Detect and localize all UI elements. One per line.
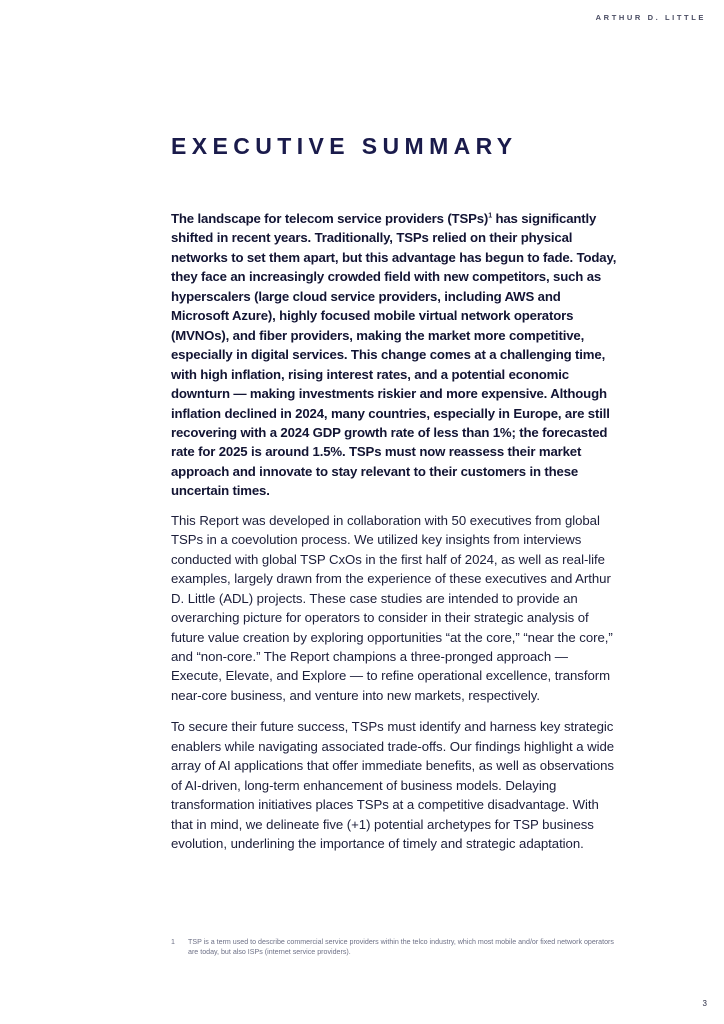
lead-paragraph (171, 209, 619, 501)
page-number: 3 (702, 999, 707, 1008)
paragraph-report-development: This Report was developed in collaboration with 50 executives from global TSPs in a coevolution process. We utilized key insights from interviews conducted with global TSP CxOs in the first half of 2024, as well as real-life examples, largely drawn from the experience of these executives and Arthur D. Little (ADL) projects. These case studies are intended to provide an overarching picture for operators to consider in their strategic analysis of future value creation by exploring opportunities “at the core,” “near the core,” and “non-core.” The Report champions a three-pronged approach — Execute, Elevate, and Explore — to refine operational excellence, transform near-core business, and venture into new markets, respectively. (171, 512, 613, 703)
lead-text-end: has significantly shifted in recent years. Traditionally, TSPs relied on their physical networks to set them apart, but this advantage has begun to fade. Today, they face an increasingly crowded field with new competitors, such as hyperscalers (large cloud service providers, including AWS and Microsoft Azure), highly focused mobile virtual network operators (MVNOs), and fiber providers, making the market more competitive, especially in digital services. This change comes at a challenging time, with high inflation, rising interest rates, and a potential economic downturn — making investments riskier and more expensive. Although inflation declined in 2024, many countries, especially in Europe, are still recovering with a 2024 GDP growth rate of less than 1%; the forecasted rate for 2025 is around 1.5%. TSPs must now reassess their market approach and innovate to stay relevant to their customers in these uncertain times. (171, 211, 617, 499)
running-header-company: ARTHUR D. LITTLE (595, 13, 706, 22)
paragraph-future-success: To secure their future success, TSPs must identify and harness key strategic enablers while navigating associated trade-offs. Our findings highlight a wide array of AI applications that offer immediate benefits, as well as observations of AI-driven, long-term enhancement of business models. Delaying transformation initiatives places TSPs at a competitive disadvantage. With that in mind, we delineate five (+1) potential archetypes for TSP business evolution, underlining the importance of timely and strategic adaptation. (171, 719, 615, 852)
footnote-number: 1 (171, 938, 175, 946)
footnote-reference: 1 (488, 212, 492, 220)
lead-text-start: The landscape for telecom service providers (TSPs) (171, 211, 489, 226)
footnote-text: TSP is a term used to describe commercial service providers within the telco industry, which most mobile and/or fixed network operators are today, but also ISPs (internet service providers). (188, 938, 614, 956)
section-title: EXECUTIVE SUMMARY (171, 133, 518, 159)
footnote (171, 937, 619, 957)
body-content (171, 209, 619, 866)
